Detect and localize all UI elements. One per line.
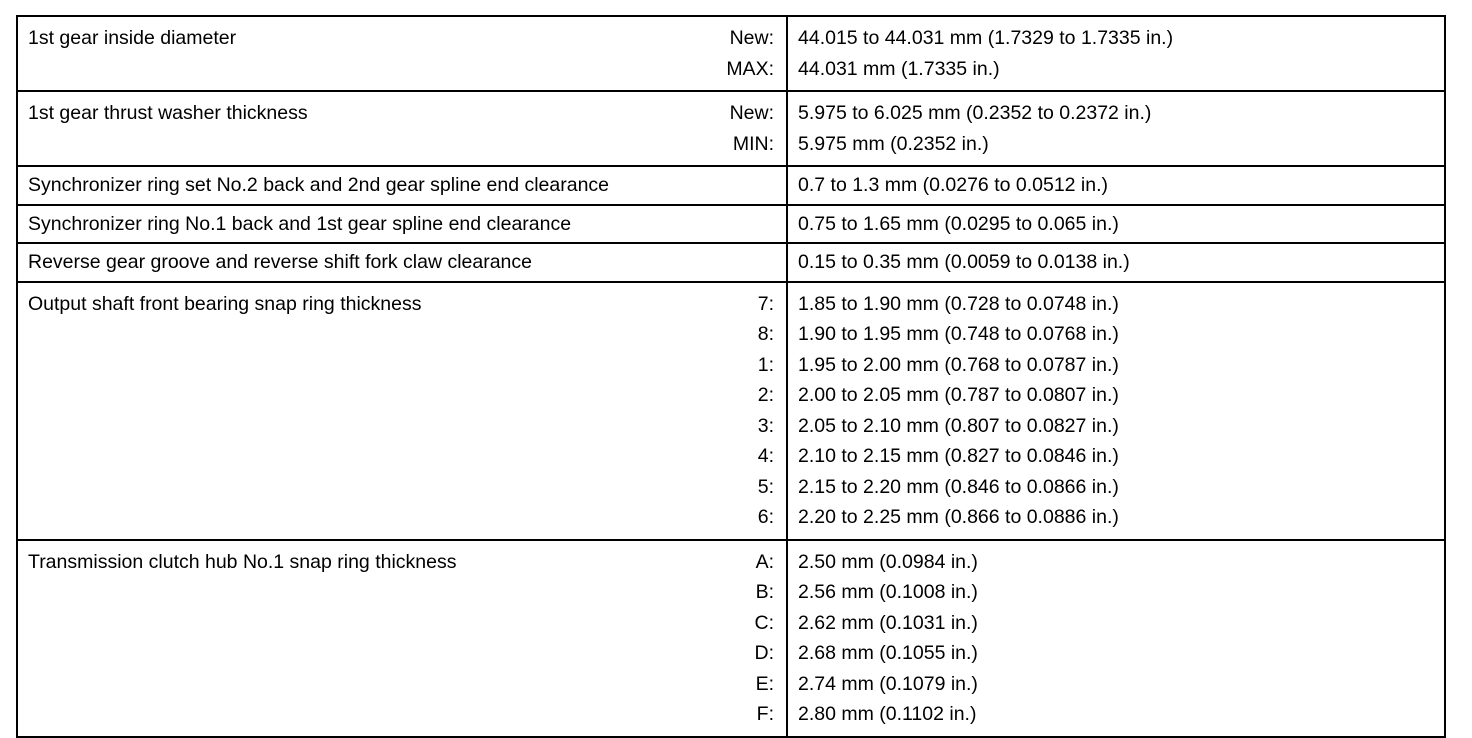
spec-value-cell <box>787 16 1445 91</box>
spec-row <box>17 540 1445 737</box>
spec-value: 1.85 to 1.90 mm (0.728 to 0.0748 in.) <box>798 292 1119 315</box>
spec-item-name: Synchronizer ring set No.2 back and 2nd gear spline end clearance <box>28 174 610 196</box>
spec-value: 2.20 to 2.25 mm (0.866 to 0.0886 in.) <box>798 506 1119 528</box>
spec-value: 2.80 mm (0.1102 in.) <box>798 703 977 725</box>
spec-keys <box>28 289 774 533</box>
spec-value: 2.50 mm (0.0984 in.) <box>798 550 978 573</box>
spec-value: 2.56 mm (0.1008 in.) <box>798 581 978 603</box>
spec-value: 0.15 to 0.35 mm (0.0059 to 0.0138 in.) <box>798 251 1130 273</box>
spec-value-cell <box>787 91 1445 166</box>
spec-key-label: 3: <box>757 414 774 437</box>
spec-key-label: 4: <box>757 445 774 467</box>
spec-item-name: Transmission clutch hub No.1 snap ring thickness <box>28 550 457 573</box>
spec-key-label: E: <box>755 672 774 695</box>
spec-value: 2.00 to 2.05 mm (0.787 to 0.0807 in.) <box>798 384 1119 406</box>
spec-value: 2.62 mm (0.1031 in.) <box>798 611 978 634</box>
spec-row <box>17 205 1445 244</box>
spec-item-cell <box>17 540 787 737</box>
spec-item-name: 1st gear thrust washer thickness <box>28 102 308 124</box>
spec-key-label: F: <box>756 703 774 725</box>
spec-item-cell <box>17 16 787 91</box>
spec-key-label: 1: <box>757 353 774 376</box>
spec-key-label: B: <box>755 581 774 603</box>
spec-value: 2.15 to 2.20 mm (0.846 to 0.0866 in.) <box>798 475 1119 498</box>
spec-value-cell <box>787 205 1445 244</box>
spec-row <box>17 91 1445 166</box>
spec-item-name: Synchronizer ring No.1 back and 1st gear spline end clearance <box>28 212 572 235</box>
spec-value: 2.10 to 2.15 mm (0.827 to 0.0846 in.) <box>798 445 1119 467</box>
spec-value: 0.7 to 1.3 mm (0.0276 to 0.0512 in.) <box>798 174 1109 196</box>
spec-table-body <box>17 16 1445 737</box>
spec-key-label: MIN: <box>732 132 774 155</box>
spec-key-label: 8: <box>757 323 774 345</box>
spec-item-cell <box>17 243 787 282</box>
spec-item-cell <box>17 91 787 166</box>
spec-row <box>17 16 1445 91</box>
spec-row <box>17 282 1445 540</box>
spec-table <box>16 15 1446 738</box>
spec-value: 44.031 mm (1.7335 in.) <box>798 57 1000 80</box>
spec-value-cell <box>787 540 1445 737</box>
spec-item-cell <box>17 205 787 244</box>
spec-key-label: 5: <box>757 475 774 498</box>
spec-value: 2.74 mm (0.1079 in.) <box>798 672 978 695</box>
spec-key-label: 7: <box>757 292 774 315</box>
spec-item-name: Reverse gear groove and reverse shift fork claw clearance <box>28 251 532 273</box>
spec-item-name: Output shaft front bearing snap ring thickness <box>28 292 422 315</box>
spec-key-label: A: <box>755 550 774 573</box>
spec-value: 44.015 to 44.031 mm (1.7329 to 1.7335 in.) <box>798 27 1174 49</box>
spec-key-label: MAX: <box>726 57 774 80</box>
spec-value: 5.975 to 6.025 mm (0.2352 to 0.2372 in.) <box>798 102 1152 124</box>
spec-key-label: New: <box>729 27 774 49</box>
spec-item-cell <box>17 166 787 205</box>
spec-value: 5.975 mm (0.2352 in.) <box>798 132 989 155</box>
spec-value: 2.05 to 2.10 mm (0.807 to 0.0827 in.) <box>798 414 1119 437</box>
spec-item-name: 1st gear inside diameter <box>28 27 237 49</box>
spec-key-label: C: <box>754 611 774 634</box>
spec-value: 2.68 mm (0.1055 in.) <box>798 642 978 664</box>
spec-item-cell <box>17 282 787 540</box>
spec-value: 1.90 to 1.95 mm (0.748 to 0.0768 in.) <box>798 323 1119 345</box>
spec-row <box>17 166 1445 205</box>
spec-value-cell <box>787 243 1445 282</box>
spec-row <box>17 243 1445 282</box>
spec-value: 1.95 to 2.00 mm (0.768 to 0.0787 in.) <box>798 353 1119 376</box>
spec-key-label: 2: <box>757 384 774 406</box>
spec-key-label: 6: <box>757 506 774 528</box>
spec-value-cell <box>787 282 1445 540</box>
spec-value: 0.75 to 1.65 mm (0.0295 to 0.065 in.) <box>798 212 1119 235</box>
spec-key-label: New: <box>729 102 774 124</box>
spec-key-label: D: <box>754 642 774 664</box>
spec-value-cell <box>787 166 1445 205</box>
